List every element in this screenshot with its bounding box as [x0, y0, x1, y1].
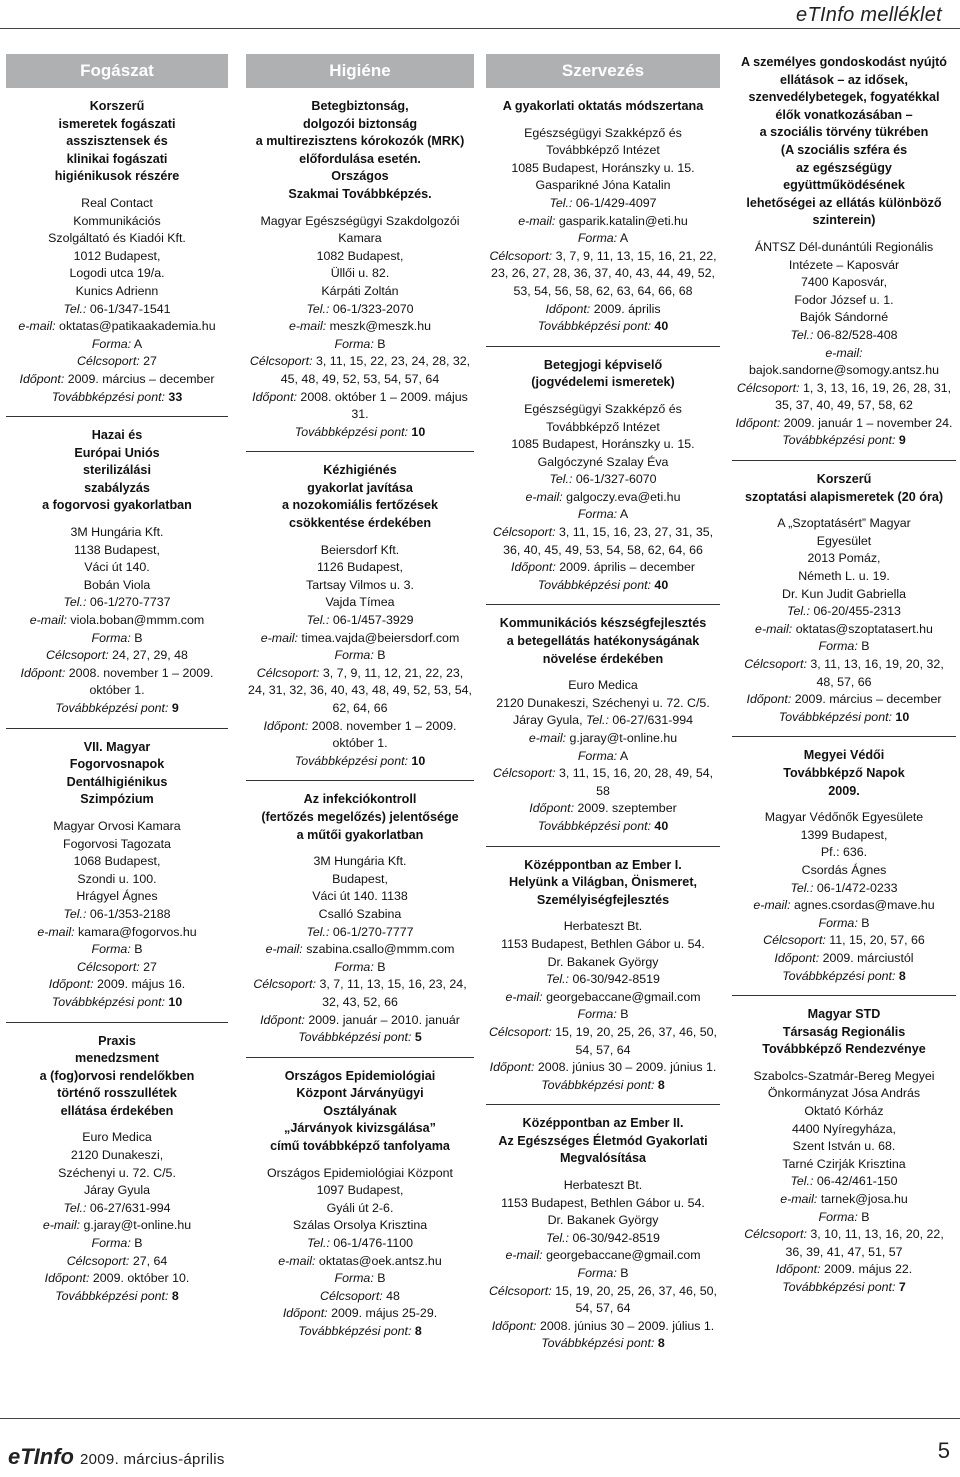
date-line: Időpont: 2008. június 30 – 2009. június 1.	[489, 1060, 717, 1075]
forma-value: B	[134, 1236, 143, 1251]
course-title: Korszerű szoptatási alapismeretek (20 óra)	[744, 472, 944, 504]
phone-value: 06-82/528-408	[816, 327, 898, 342]
target-group-value: 27	[143, 959, 157, 974]
forma-value: A	[619, 748, 629, 763]
phone-line: Tel.: 06-1/270-7737	[63, 595, 171, 610]
credit-points-line: Továbbképzési pont: 5	[298, 1030, 422, 1045]
organizer-address: ÁNTSZ Dél-dunántúli Regionális Intézete – Kaposvár 7400 Kaposvár, Fodor József u. 1. Bajók Sándorné	[754, 239, 934, 325]
target-group-value: 1, 3, 13, 16, 19, 26, 28, 31, 35, 37, 40, 49, 57, 58, 62	[775, 380, 952, 413]
email-line: e-mail: oktatas@szoptatasert.hu	[755, 621, 933, 636]
date-line: Időpont: 2009. május 16.	[48, 977, 186, 992]
course-title: Betegbiztonság, dolgozói biztonság a multirezisztens kórokozók (MRK) előfordulása esetén. Országos Szakmai Továbbképzés.	[255, 99, 465, 201]
credit-points-line: Továbbképzési pont: 8	[782, 968, 906, 983]
course-entry	[246, 780, 474, 1056]
course-entry	[486, 846, 720, 1105]
phone-line: Tel.: 06-1/327-6070	[549, 472, 657, 487]
column-heading: Higiéne	[246, 54, 474, 88]
date-value: 2009. október 10.	[92, 1271, 190, 1286]
email-line: e-mail: tarnek@josa.hu	[780, 1192, 908, 1207]
contact-person: Járay Gyula, Tel.: 06-27/631-994	[512, 713, 694, 728]
date-line: Időpont: 2009. április	[545, 301, 661, 316]
credit-points-value: 7	[898, 1280, 906, 1294]
email-line: e-mail: oktatas@patikaakademia.hu	[18, 319, 216, 334]
phone-line: Tel.: 06-42/461-150	[790, 1174, 898, 1189]
course-title: A gyakorlati oktatás módszertana	[502, 99, 704, 113]
organizer-address: Magyar Egészségügyi Szakdolgozói Kamara 1082 Budapest, Üllői u. 82. Kárpáti Zoltán	[260, 213, 460, 298]
forma-value: B	[377, 648, 386, 663]
credit-points-value: 10	[411, 424, 426, 439]
phone-value: 06-1/347-1541	[89, 301, 171, 316]
target-group-line: Célcsoport: 3, 10, 11, 13, 16, 20, 22, 36, 39, 41, 47, 51, 57	[744, 1227, 944, 1259]
organizer-address: A „Szoptatásért” Magyar Egyesület 2013 Pomáz, Németh L. u. 19. Dr. Kun Judit Gabriella	[777, 516, 911, 601]
date-line: Időpont: 2009. május 25-29.	[282, 1306, 438, 1321]
target-group-value: 3, 11, 15, 22, 23, 24, 28, 32, 45, 48, 49, 52, 53, 54, 57, 64	[280, 354, 471, 386]
email-line: e-mail: galgoczy.eva@eti.hu	[525, 489, 681, 504]
organizer-address: Real Contact Kommunikációs Szolgáltató és Kiadói Kft. 1012 Budapest, Logodi utca 19/a. Kunics Adrienn	[48, 195, 186, 298]
organizer-address: Magyar Orvosi Kamara Fogorvosi Tagozata 1068 Budapest, Szondi u. 100. Hrágyel Ágnes	[53, 818, 181, 904]
target-group-line: Célcsoport: 27, 64	[66, 1253, 168, 1268]
date-value: 2009. április – december	[559, 560, 695, 575]
course-title: Kommunikációs készségfejlesztés a betegellátás hatékonyságának növelése érdekében	[499, 616, 707, 666]
credit-points-value: 40	[654, 319, 669, 334]
organizer-address: Euro Medica 2120 Dunakeszi, Széchenyi u. 72. C/5.	[496, 678, 710, 710]
credit-points-line: Továbbképzési pont: 33	[51, 389, 183, 404]
email-line: e-mail: gasparik.katalin@eti.hu	[518, 213, 688, 228]
phone-value: 06-1/323-2070	[332, 301, 414, 316]
email-line: e-mail: g.jaray@t-online.hu	[528, 731, 678, 745]
date-line: Időpont: 2009. március – december	[746, 692, 942, 707]
phone-line: Tel.: 06-20/455-2313	[787, 604, 901, 619]
forma-value: A	[133, 336, 143, 351]
email-line: e-mail: meszk@meszk.hu	[288, 319, 432, 334]
course-entry	[486, 604, 720, 845]
credit-points-line: Továbbképzési pont: 7	[782, 1280, 906, 1294]
target-group-line: Célcsoport: 11, 15, 20, 57, 66	[763, 933, 925, 948]
target-group-line: Célcsoport: 48	[320, 1288, 400, 1303]
phone-line: Tel.: 06-1/347-1541	[63, 301, 171, 316]
credit-points-line: Továbbképzési pont: 10	[51, 994, 183, 1009]
footer-rule	[0, 1418, 960, 1419]
page-number: 5	[937, 1438, 950, 1463]
course-title: Magyar STD Társaság Regionális Továbbképző Rendezvénye	[762, 1007, 926, 1057]
organizer-address: Beiersdorf Kft. 1126 Budapest, Tartsay Vilmos u. 3. Vajda Tímea	[306, 542, 414, 610]
date-value: 2008. június 30 – 2009. július 1.	[539, 1318, 715, 1333]
phone-value: 06-42/461-150	[816, 1174, 898, 1189]
forma-value: B	[134, 630, 143, 645]
date-line: Időpont: 2008. október 1 – 2009. május 31.	[252, 389, 468, 422]
phone-value: 06-1/270-7777	[332, 924, 414, 939]
credit-points-value: 33	[168, 389, 183, 404]
phone-value: 06-1/472-0233	[816, 880, 898, 895]
forma-value: B	[377, 959, 386, 974]
target-group-value: 27	[143, 354, 157, 369]
target-group-value: 3, 11, 15, 16, 20, 28, 49, 54, 58	[559, 766, 714, 798]
phone-value: 06-1/457-3929	[332, 613, 414, 628]
phone-value: 06-1/476-1100	[333, 1236, 414, 1251]
date-value: 2009. január – 2010. január	[308, 1012, 460, 1027]
email-value: agnes.csordas@mave.hu	[793, 898, 935, 913]
date-line: Időpont: 2008. november 1 – 2009. október 1.	[263, 718, 457, 751]
forma-line: Forma: B	[91, 942, 143, 957]
target-group-line: Célcsoport: 3, 7, 11, 13, 15, 16, 23, 24, 32, 43, 52, 66	[253, 977, 467, 1009]
forma-line: Forma: B	[334, 1271, 386, 1286]
credit-points-line: Továbbképzési pont: 9	[55, 701, 179, 715]
date-value: 2008. november 1 – 2009. október 1.	[68, 665, 214, 698]
phone-value: 06-20/455-2313	[813, 604, 901, 619]
target-group-line: Célcsoport: 3, 7, 9, 11, 12, 21, 22, 23, 24, 31, 32, 36, 40, 43, 48, 49, 52, 53, 54, 62, 64, 66	[248, 665, 472, 715]
organizer-address: Euro Medica 2120 Dunakeszi, Széchenyi u. 72. C/5. Járay Gyula	[58, 1130, 176, 1198]
forma-value: B	[377, 336, 386, 351]
course-entry	[732, 54, 956, 460]
target-group-value: 3, 10, 11, 13, 16, 20, 22, 36, 39, 41, 47, 51, 57	[785, 1227, 944, 1259]
phone-value: 06-1/429-4097	[575, 195, 657, 210]
target-group-line: Célcsoport: 27	[77, 959, 157, 974]
email-line: e-mail: timea.vajda@beiersdorf.com	[260, 630, 460, 645]
date-value: 2009. márciustól	[822, 950, 914, 965]
credit-points-value: 40	[654, 818, 669, 833]
organizer-address: Egészségügyi Szakképző és Továbbképző Intézet 1085 Budapest, Horánszky u. 15. Galgóczyné Szalay Éva	[511, 401, 695, 469]
phone-line: Tel.: 06-82/528-408	[790, 327, 898, 342]
email-line: e-mail: georgebaccane@gmail.com	[505, 989, 701, 1004]
date-line: Időpont: 2008. június 30 – 2009. július 1.	[491, 1318, 715, 1333]
date-value: 2009. március – december	[67, 371, 215, 386]
column-szervezes	[486, 54, 720, 1404]
date-line: Időpont: 2009. április – december	[511, 560, 695, 575]
course-title: Kézhigiénés gyakorlat javítása a nozokomiális fertőzések csökkentése érdekében	[281, 463, 439, 531]
email-line: e-mail: szabina.csallo@mmm.com	[265, 942, 455, 957]
email-value: galgoczy.eva@eti.hu	[566, 489, 681, 504]
course-title: Országos Epidemiológiai Központ Járványügyi Osztályának „Járványok kivizsgálása” című továbbképző tanfolyama	[270, 1068, 450, 1154]
credit-points-value: 9	[171, 701, 179, 715]
date-value: 2009. január 1 – november 24.	[783, 415, 953, 430]
email-value: viola.boban@mmm.com	[70, 613, 205, 628]
target-group-line: Célcsoport: 24, 27, 29, 48	[46, 648, 188, 663]
target-group-value: 15, 19, 20, 25, 26, 37, 46, 50, 54, 57, 64	[555, 1283, 718, 1316]
course-entry	[732, 995, 956, 1307]
target-group-line: Célcsoport: 3, 11, 13, 16, 19, 20, 32, 48, 57, 66	[744, 657, 944, 689]
column-body	[486, 88, 720, 1363]
target-group-line: Célcsoport: 3, 11, 15, 22, 23, 24, 28, 32, 45, 48, 49, 52, 53, 54, 57, 64	[249, 354, 471, 386]
target-group-line: Célcsoport: 15, 19, 20, 25, 26, 37, 46, 50, 54, 57, 64	[488, 1024, 718, 1057]
organizer-address: Országos Epidemiológiai Központ 1097 Budapest, Gyáli út 2-6. Szálas Orsolya Krisztina	[267, 1165, 453, 1233]
course-entry	[732, 736, 956, 995]
course-entry	[486, 346, 720, 605]
email-line: e-mail: kamara@fogorvos.hu	[37, 924, 197, 939]
email-value: tarnek@josa.hu	[820, 1192, 908, 1207]
target-group-line: Célcsoport: 15, 19, 20, 25, 26, 37, 46, 50, 54, 57, 64	[488, 1283, 718, 1316]
column-fogaszat	[6, 54, 228, 1404]
organizer-address: Egészségügyi Szakképző és Továbbképző Intézet 1085 Budapest, Horánszky u. 15. Gasparikné Jóna Katalin	[511, 125, 695, 193]
credit-points-value: 40	[654, 577, 669, 592]
target-group-value: 3, 11, 13, 16, 19, 20, 32, 48, 57, 66	[810, 657, 944, 689]
organizer-address: Szabolcs-Szatmár-Bereg Megyei Önkormányzat Jósa András Oktató Kórház 4400 Nyíregyháza, Szent István u. 68. Tarné Czirják Krisztina	[753, 1068, 935, 1171]
course-title: Korszerű ismeretek fogászati asszisztensek és klinikai fogászati higiénikusok részére	[54, 99, 180, 184]
target-group-value: 15, 19, 20, 25, 26, 37, 46, 50, 54, 57, 64	[555, 1024, 718, 1057]
target-group-value: 48	[386, 1288, 400, 1303]
footer-logo: eTInfo	[8, 1444, 74, 1469]
target-group-line: Célcsoport: 3, 11, 15, 16, 23, 27, 31, 35, 36, 40, 45, 49, 53, 54, 58, 62, 64, 66	[492, 525, 714, 557]
date-line: Időpont: 2009. május 22.	[775, 1262, 913, 1277]
target-group-line: Célcsoport: 1, 3, 13, 16, 19, 26, 28, 31, 35, 37, 40, 49, 57, 58, 62	[736, 380, 952, 413]
course-title: Az infekciókontroll (fertőzés megelőzés) jelentősége a műtői gyakorlatban	[261, 792, 459, 842]
forma-value: B	[861, 915, 870, 930]
date-value: 2009. május 22.	[824, 1262, 913, 1277]
organizer-address: Herbateszt Bt. 1153 Budapest, Bethlen Gábor u. 54. Dr. Bakanek György	[501, 1178, 705, 1228]
credit-points-value: 9	[898, 433, 906, 448]
phone-value: 06-30/942-8519	[572, 972, 660, 987]
course-entry	[6, 416, 228, 728]
course-title: Középpontban az Ember II. Az Egészséges Életmód Gyakorlati Megvalósítása	[498, 1116, 708, 1166]
forma-value: B	[861, 639, 870, 654]
email-value: georgebaccane@gmail.com	[546, 989, 701, 1004]
phone-line: Tel.: 06-1/270-7777	[306, 924, 414, 939]
credit-points-line: Továbbképzési pont: 40	[537, 818, 669, 833]
phone-value: 06-27/631-994	[89, 1200, 171, 1215]
phone-value: 06-1/327-6070	[575, 472, 657, 487]
forma-value: B	[620, 1266, 629, 1281]
forma-line: Forma: B	[91, 1236, 143, 1251]
credit-points-line: Továbbképzési pont: 8	[541, 1077, 665, 1092]
forma-line: Forma: A	[577, 231, 629, 246]
column-heading: Szervezés	[486, 54, 720, 88]
target-group-value: 11, 15, 20, 57, 66	[829, 933, 925, 948]
forma-line: Forma: B	[818, 915, 870, 930]
email-value: g.jaray@t-online.hu	[83, 1218, 192, 1233]
course-entry	[246, 1057, 474, 1351]
email-value: meszk@meszk.hu	[329, 319, 432, 334]
date-line: Időpont: 2009. március – december	[19, 371, 215, 386]
date-value: 2008. november 1 – 2009. október 1.	[311, 718, 457, 751]
date-line: Időpont: 2009. október 10.	[44, 1271, 190, 1286]
course-entry	[6, 98, 228, 416]
course-title: Praxis menedzsment a (fog)orvosi rendelőkben történő rosszullétek ellátása érdekében	[39, 1033, 195, 1118]
column-heading: Fogászat	[6, 54, 228, 88]
date-value: 2008. június 30 – 2009. június 1.	[537, 1060, 717, 1075]
issue-date: 2009. március-április	[80, 1451, 225, 1468]
forma-value: B	[134, 942, 143, 957]
organizer-address: Magyar Védőnők Egyesülete 1399 Budapest, Pf.: 636. Csordás Ágnes	[764, 810, 924, 877]
forma-line: Forma: B	[334, 336, 386, 351]
credit-points-value: 8	[898, 968, 906, 983]
target-group-value: 3, 11, 15, 16, 23, 27, 31, 35, 36, 40, 45, 49, 53, 54, 58, 62, 64, 66	[503, 525, 714, 557]
forma-line: Forma: A	[577, 507, 629, 522]
target-group-value: 24, 27, 29, 48	[112, 648, 188, 663]
course-entry	[732, 460, 956, 736]
phone-line: Tel.: 06-1/457-3929	[306, 613, 414, 628]
email-value: szabina.csallo@mmm.com	[306, 942, 455, 957]
course-title: Betegjogi képviselő (jogvédelemi ismeretek)	[531, 357, 675, 390]
forma-line: Forma: B	[334, 959, 386, 974]
date-value: 2008. október 1 – 2009. május 31.	[300, 389, 468, 422]
credit-points-value: 8	[414, 1324, 422, 1338]
email-line: e-mail: viola.boban@mmm.com	[29, 613, 205, 628]
header-rule	[0, 28, 960, 29]
email-line: e-mail: agnes.csordas@mave.hu	[753, 898, 935, 913]
forma-line: Forma: B	[818, 1209, 870, 1224]
target-group-value: 3, 7, 11, 13, 15, 16, 23, 24, 32, 43, 52, 66	[319, 977, 467, 1009]
date-line: Időpont: 2008. november 1 – 2009. október 1.	[20, 665, 214, 698]
column-higiene	[246, 54, 474, 1404]
phone-value: 06-1/353-2188	[89, 906, 171, 921]
target-group-value: 3, 7, 9, 11, 13, 15, 16, 21, 22, 23, 26, 27, 28, 36, 37, 40, 43, 44, 49, 52, 53, 54, 56, 58, 62, 63, 64, 66, 68	[491, 248, 717, 298]
date-value: 2009. március – december	[794, 692, 942, 707]
credit-points-line: Továbbképzési pont: 10	[778, 709, 910, 724]
credit-points-value: 5	[414, 1030, 422, 1045]
email-value: oktatas@oek.antsz.hu	[318, 1253, 442, 1268]
credit-points-value: 10	[411, 753, 426, 768]
email-value: oktatas@patikaakademia.hu	[59, 319, 216, 334]
phone-line: Tel.: 06-1/353-2188	[63, 906, 171, 921]
phone-line: Tel.: 06-30/942-8519	[546, 1230, 660, 1245]
email-line: e-mail: bajok.sandorne@somogy.antsz.hu	[748, 345, 940, 378]
date-line: Időpont: 2009. márciustól	[774, 950, 914, 965]
column-body	[246, 88, 474, 1351]
forma-value: B	[620, 1007, 629, 1022]
forma-value: B	[377, 1271, 386, 1286]
forma-line: Forma: B	[577, 1007, 629, 1022]
email-value: timea.vajda@beiersdorf.com	[301, 630, 460, 645]
credit-points-line: Továbbképzési pont: 10	[294, 424, 426, 439]
phone-value: 06-1/270-7737	[89, 595, 171, 610]
credit-points-line: Továbbképzési pont: 40	[537, 319, 669, 334]
course-title: Középpontban az Ember I. Helyünk a Világban, Önismeret, Személyiségfejlesztés	[508, 857, 698, 907]
date-value: 2009. április	[593, 301, 661, 316]
email-value: oktatas@szoptatasert.hu	[795, 621, 933, 636]
credit-points-line: Továbbképzési pont: 8	[541, 1336, 665, 1351]
email-line: e-mail: georgebaccane@gmail.com	[505, 1248, 701, 1263]
target-group-line: Célcsoport: 3, 7, 9, 11, 13, 15, 16, 21, 22, 23, 26, 27, 28, 36, 37, 40, 43, 44, 49, 52, 53, 54, 56, 58, 62, 63, 64, 66, 68	[489, 248, 717, 298]
email-value: g.jaray@t-online.hu	[569, 731, 678, 745]
column-szocialis	[732, 54, 956, 1404]
course-title: A személyes gondoskodást nyújtó ellátások – az idősek, szenvedélybetegek, fogyatékkal élők vonatkozásában – a szociális törvény tükrében (A szociális szféra és az egészségügy együttműködésének lehetőségei az ellátás különböző szinterein)	[741, 55, 947, 228]
course-title: Hazai és Európai Uniós sterilizálási szabályzás a fogorvosi gyakorlatban	[42, 428, 192, 513]
phone-line: Tel.: 06-1/472-0233	[790, 880, 898, 895]
credit-points-line: Továbbképzési pont: 9	[782, 433, 906, 448]
phone-line: Tel.: 06-30/942-8519	[546, 972, 660, 987]
forma-value: A	[619, 507, 629, 522]
organizer-address: 3M Hungária Kft. Budapest, Váci út 140. 1138 Csalló Szabina	[312, 854, 408, 921]
credit-points-value: 10	[168, 994, 183, 1009]
credit-points-line: Továbbképzési pont: 40	[537, 577, 669, 592]
forma-line: Forma: A	[577, 748, 629, 763]
course-title: VII. Magyar Fogorvosnapok Dentálhigiénikus Szimpózium	[66, 739, 168, 807]
phone-line: Tel.: 06-1/429-4097	[549, 195, 657, 210]
phone-value: 06-30/942-8519	[572, 1230, 660, 1245]
organizer-address: Herbateszt Bt. 1153 Budapest, Bethlen Gábor u. 54. Dr. Bakanek György	[501, 919, 705, 969]
date-line: Időpont: 2009. január 1 – november 24.	[735, 415, 953, 430]
credit-points-value: 8	[657, 1336, 665, 1351]
target-group-line: Célcsoport: 27	[77, 354, 157, 369]
email-value: kamara@fogorvos.hu	[77, 924, 197, 939]
course-entry	[246, 451, 474, 780]
date-line: Időpont: 2009. szeptember	[529, 801, 677, 816]
date-value: 2009. május 16.	[97, 977, 186, 992]
course-entry	[486, 98, 720, 346]
footer-brand	[8, 1444, 225, 1470]
phone-line: Tel.: 06-27/631-994	[63, 1200, 171, 1215]
forma-line: Forma: B	[577, 1266, 629, 1281]
target-group-value: 27, 64	[132, 1253, 168, 1268]
credit-points-line: Továbbképzési pont: 8	[55, 1288, 179, 1303]
organizer-address: 3M Hungária Kft. 1138 Budapest, Váci út 140. Bobán Viola	[70, 525, 164, 592]
forma-line: Forma: A	[91, 336, 143, 351]
course-entry	[6, 728, 228, 1022]
column-body	[6, 88, 228, 1315]
email-value: georgebaccane@gmail.com	[546, 1248, 701, 1263]
date-value: 2009. szeptember	[577, 801, 677, 816]
credit-points-value: 8	[171, 1288, 179, 1303]
date-line: Időpont: 2009. január – 2010. január	[260, 1012, 460, 1027]
email-line: e-mail: oktatas@oek.antsz.hu	[278, 1253, 442, 1268]
course-entry	[486, 1104, 720, 1363]
forma-value: B	[861, 1209, 870, 1224]
course-title: Megyei Védői Továbbképző Napok 2009.	[783, 748, 905, 798]
forma-line: Forma: B	[818, 639, 870, 654]
email-line: e-mail: g.jaray@t-online.hu	[42, 1218, 192, 1233]
phone-line: Tel.: 06-1/476-1100	[306, 1236, 414, 1251]
forma-line: Forma: B	[91, 630, 143, 645]
forma-value: A	[619, 231, 629, 246]
target-group-line: Célcsoport: 3, 11, 15, 16, 20, 28, 49, 54, 58	[492, 766, 714, 798]
email-value: bajok.sandorne@somogy.antsz.hu	[748, 363, 940, 378]
credit-points-value: 8	[657, 1077, 665, 1092]
target-group-value: 3, 7, 9, 11, 12, 21, 22, 23, 24, 31, 32, 36, 40, 43, 48, 49, 52, 53, 54, 62, 64, 66	[248, 665, 472, 715]
course-entry	[6, 1022, 228, 1316]
credit-points-line: Továbbképzési pont: 10	[294, 753, 426, 768]
course-entry	[246, 98, 474, 451]
credit-points-value: 10	[895, 709, 910, 724]
date-value: 2009. május 25-29.	[331, 1306, 438, 1321]
phone-line: Tel.: 06-1/323-2070	[306, 301, 414, 316]
credit-points-line: Továbbképzési pont: 8	[298, 1324, 422, 1338]
forma-line: Forma: B	[334, 648, 386, 663]
supplement-title: eTInfo melléklet	[796, 4, 942, 26]
column-body	[732, 54, 956, 1307]
email-value: gasparik.katalin@eti.hu	[558, 213, 688, 228]
